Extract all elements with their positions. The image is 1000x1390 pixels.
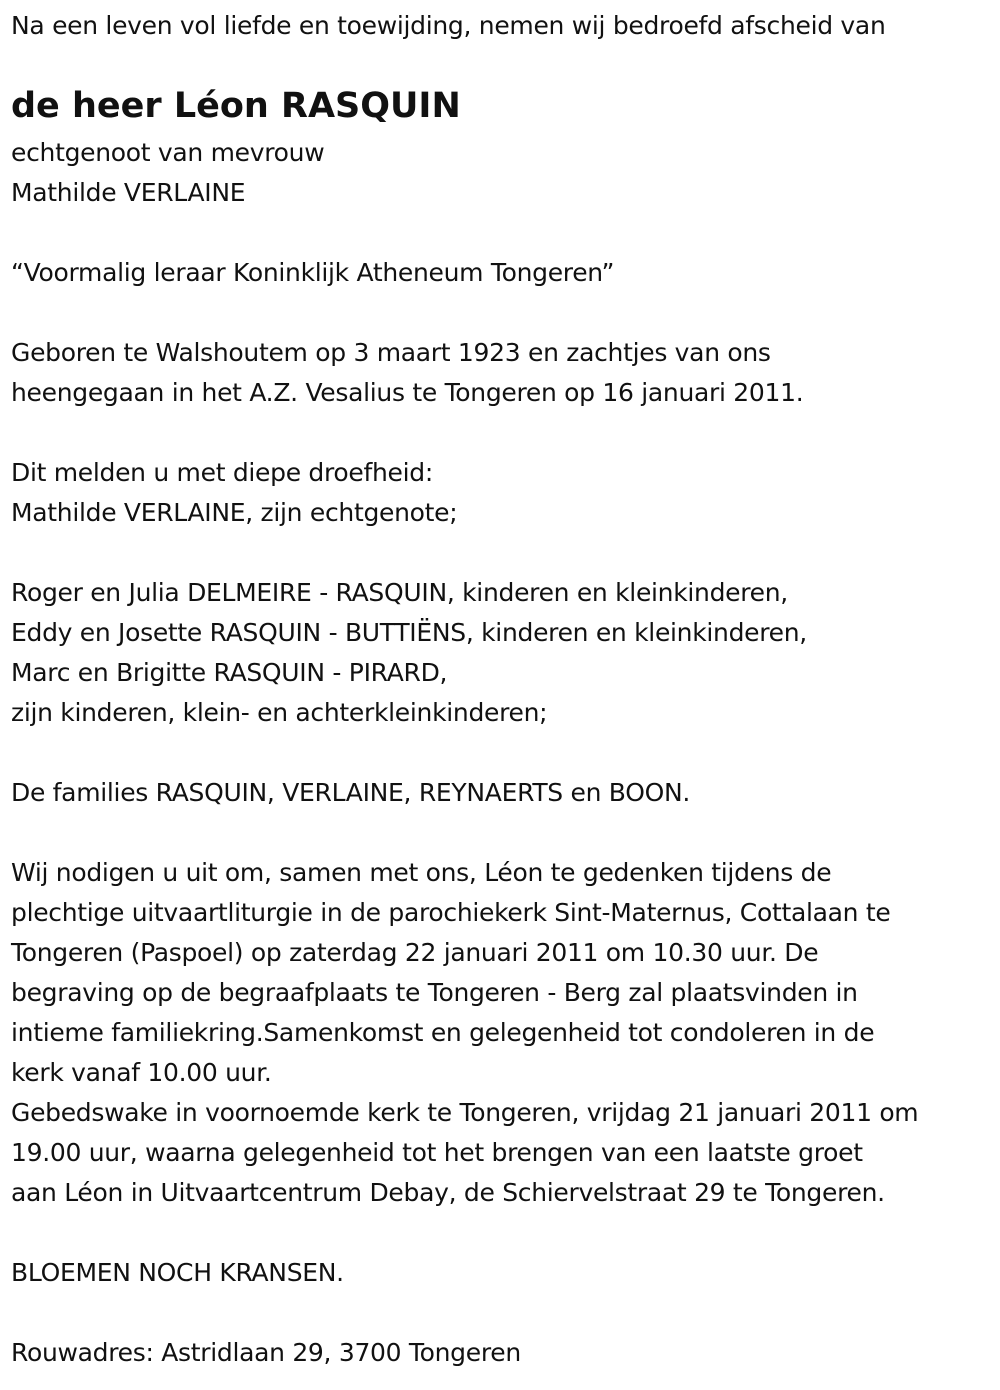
announcers-line-1: Dit melden u met diepe droefheid:	[11, 458, 433, 487]
children-line-3: Marc en Brigitte RASQUIN - PIRARD,	[11, 658, 448, 687]
flowers-note: BLOEMEN NOCH KRANSEN.	[11, 1258, 344, 1287]
birth-death-line-1: Geboren te Walshoutem op 3 maart 1923 en zachtjes van ons	[11, 338, 771, 367]
children-line-4: zijn kinderen, klein- en achterkleinkinderen;	[11, 698, 548, 727]
birth-death-line-2: heengegaan in het A.Z. Vesalius te Tongeren op 16 januari 2011.	[11, 378, 804, 407]
ceremony-line-8: 19.00 uur, waarna gelegenheid tot het brengen van een laatste groet	[11, 1138, 863, 1167]
announcers-line-2: Mathilde VERLAINE, zijn echtgenote;	[11, 498, 458, 527]
children-line-1: Roger en Julia DELMEIRE - RASQUIN, kinderen en kleinkinderen,	[11, 578, 788, 607]
ceremony-line-4: begraving op de begraafplaats te Tongeren - Berg zal plaatsvinden in	[11, 978, 858, 1007]
spouse-line-1: echtgenoot van mevrouw	[11, 138, 325, 167]
intro-line: Na een leven vol liefde en toewijding, nemen wij bedroefd afscheid van	[11, 11, 886, 40]
ceremony-line-3: Tongeren (Paspoel) op zaterdag 22 januari 2011 om 10.30 uur. De	[11, 938, 819, 967]
ceremony-line-2: plechtige uitvaartliturgie in de parochiekerk Sint-Maternus, Cottalaan te	[11, 898, 891, 927]
families-line: De families RASQUIN, VERLAINE, REYNAERTS en BOON.	[11, 778, 691, 807]
ceremony-line-6: kerk vanaf 10.00 uur.	[11, 1058, 272, 1087]
children-line-2: Eddy en Josette RASQUIN - BUTTIËNS, kinderen en kleinkinderen,	[11, 618, 807, 647]
profession-line: “Voormalig leraar Koninklijk Atheneum Tongeren”	[11, 258, 615, 287]
ceremony-line-1: Wij nodigen u uit om, samen met ons, Léon te gedenken tijdens de	[11, 858, 832, 887]
ceremony-line-7: Gebedswake in voornoemde kerk te Tongeren, vrijdag 21 januari 2011 om	[11, 1098, 919, 1127]
spouse-line-2: Mathilde VERLAINE	[11, 178, 246, 207]
deceased-name: de heer Léon RASQUIN	[11, 86, 461, 126]
mourning-address: Rouwadres: Astridlaan 29, 3700 Tongeren	[11, 1338, 521, 1367]
ceremony-line-9: aan Léon in Uitvaartcentrum Debay, de Schiervelstraat 29 te Tongeren.	[11, 1178, 885, 1207]
ceremony-line-5: intieme familiekring.Samenkomst en gelegenheid tot condoleren in de	[11, 1018, 875, 1047]
